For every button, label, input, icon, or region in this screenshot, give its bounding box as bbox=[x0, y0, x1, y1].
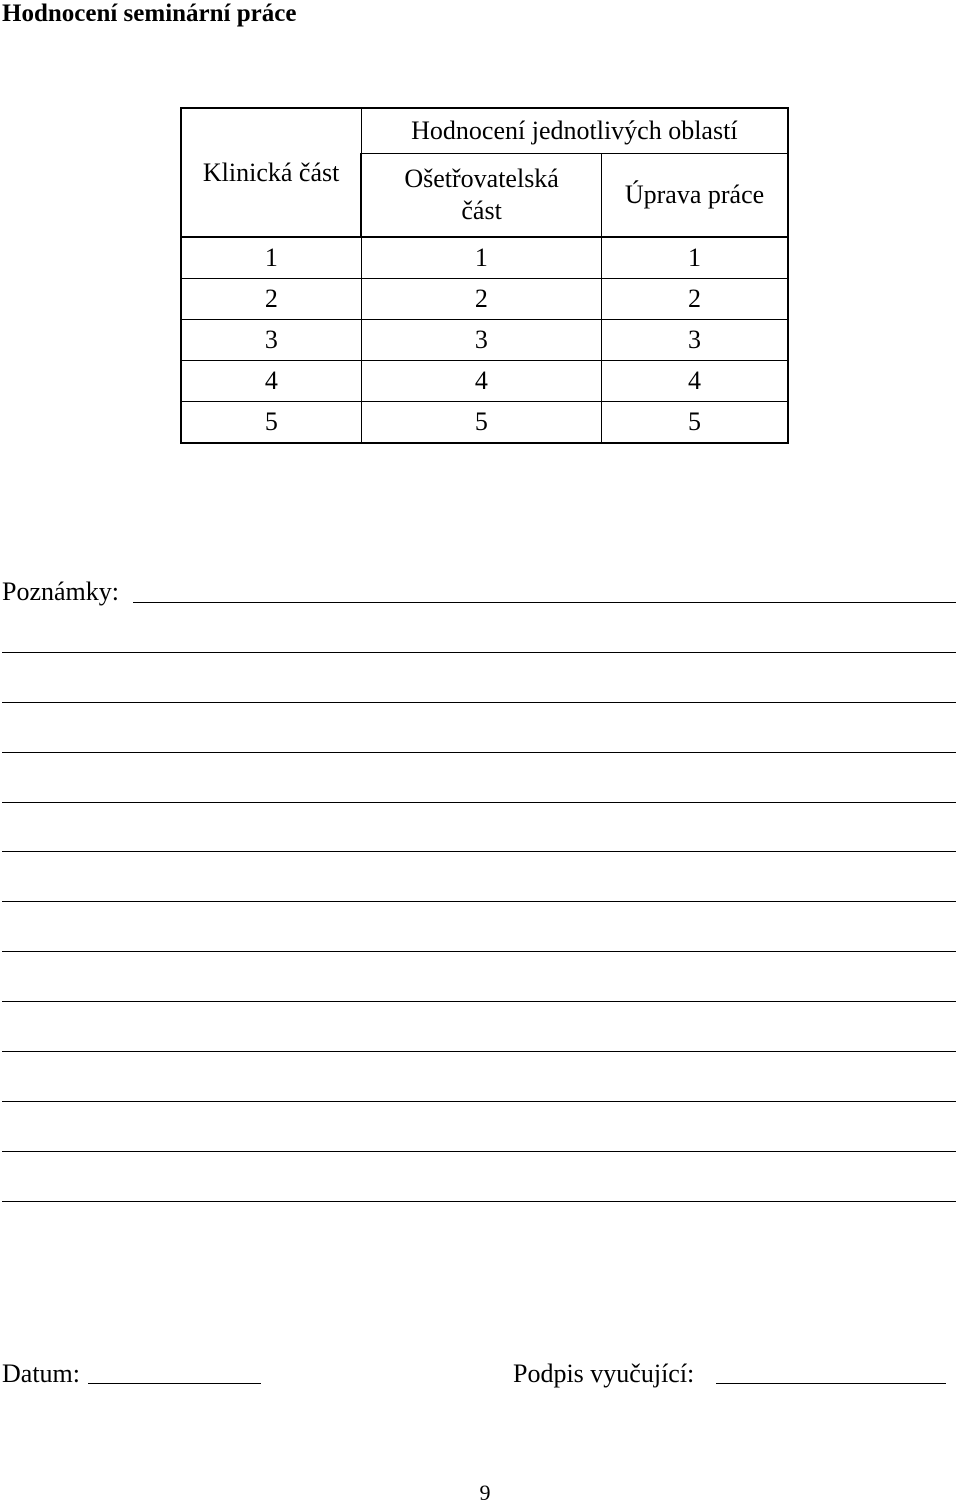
date-line bbox=[88, 1383, 261, 1384]
table-cell: 2 bbox=[361, 279, 601, 320]
date-label: Datum: bbox=[2, 1359, 80, 1388]
notes-line bbox=[2, 702, 956, 703]
page-title: Hodnocení seminární práce bbox=[2, 0, 297, 27]
grading-table bbox=[180, 107, 789, 444]
table-row bbox=[181, 402, 788, 444]
notes-line bbox=[2, 901, 956, 902]
table-cell: 4 bbox=[602, 361, 788, 402]
signature-label: Podpis vyučující: bbox=[513, 1359, 695, 1388]
table-cell: 1 bbox=[181, 237, 361, 279]
table-row bbox=[181, 237, 788, 279]
column-header-uprava-prace: Úprava práce bbox=[602, 154, 788, 238]
table-cell: 1 bbox=[361, 237, 601, 279]
notes-line bbox=[2, 752, 956, 753]
notes-line bbox=[133, 602, 956, 603]
notes-line bbox=[2, 951, 956, 952]
notes-line bbox=[2, 802, 956, 803]
notes-line bbox=[2, 851, 956, 852]
table-cell: 2 bbox=[602, 279, 788, 320]
table-cell: 3 bbox=[361, 320, 601, 361]
table-row bbox=[181, 279, 788, 320]
table-cell: 3 bbox=[602, 320, 788, 361]
notes-label: Poznámky: bbox=[2, 577, 119, 606]
table-cell: 2 bbox=[181, 279, 361, 320]
table-row bbox=[181, 320, 788, 361]
notes-line bbox=[2, 1001, 956, 1002]
page-number: 9 bbox=[479, 1480, 491, 1505]
table-cell: 3 bbox=[181, 320, 361, 361]
table-cell: 5 bbox=[181, 402, 361, 444]
table-cell: 4 bbox=[361, 361, 601, 402]
notes-line bbox=[2, 1151, 956, 1152]
table-row bbox=[181, 361, 788, 402]
signature-line bbox=[716, 1383, 946, 1384]
group-header: Hodnocení jednotlivých oblastí bbox=[361, 108, 788, 154]
column-header-klinicka-cast: Klinická část bbox=[181, 108, 361, 237]
notes-line bbox=[2, 1051, 956, 1052]
table-cell: 5 bbox=[602, 402, 788, 444]
column-header-label: Ošetřovatelská část bbox=[404, 164, 559, 225]
notes-line bbox=[2, 1101, 956, 1102]
table-cell: 5 bbox=[361, 402, 601, 444]
table-cell: 4 bbox=[181, 361, 361, 402]
column-header-osetrovatelska-cast bbox=[361, 154, 601, 238]
table-cell: 1 bbox=[602, 237, 788, 279]
notes-line bbox=[2, 652, 956, 653]
notes-line bbox=[2, 1201, 956, 1202]
